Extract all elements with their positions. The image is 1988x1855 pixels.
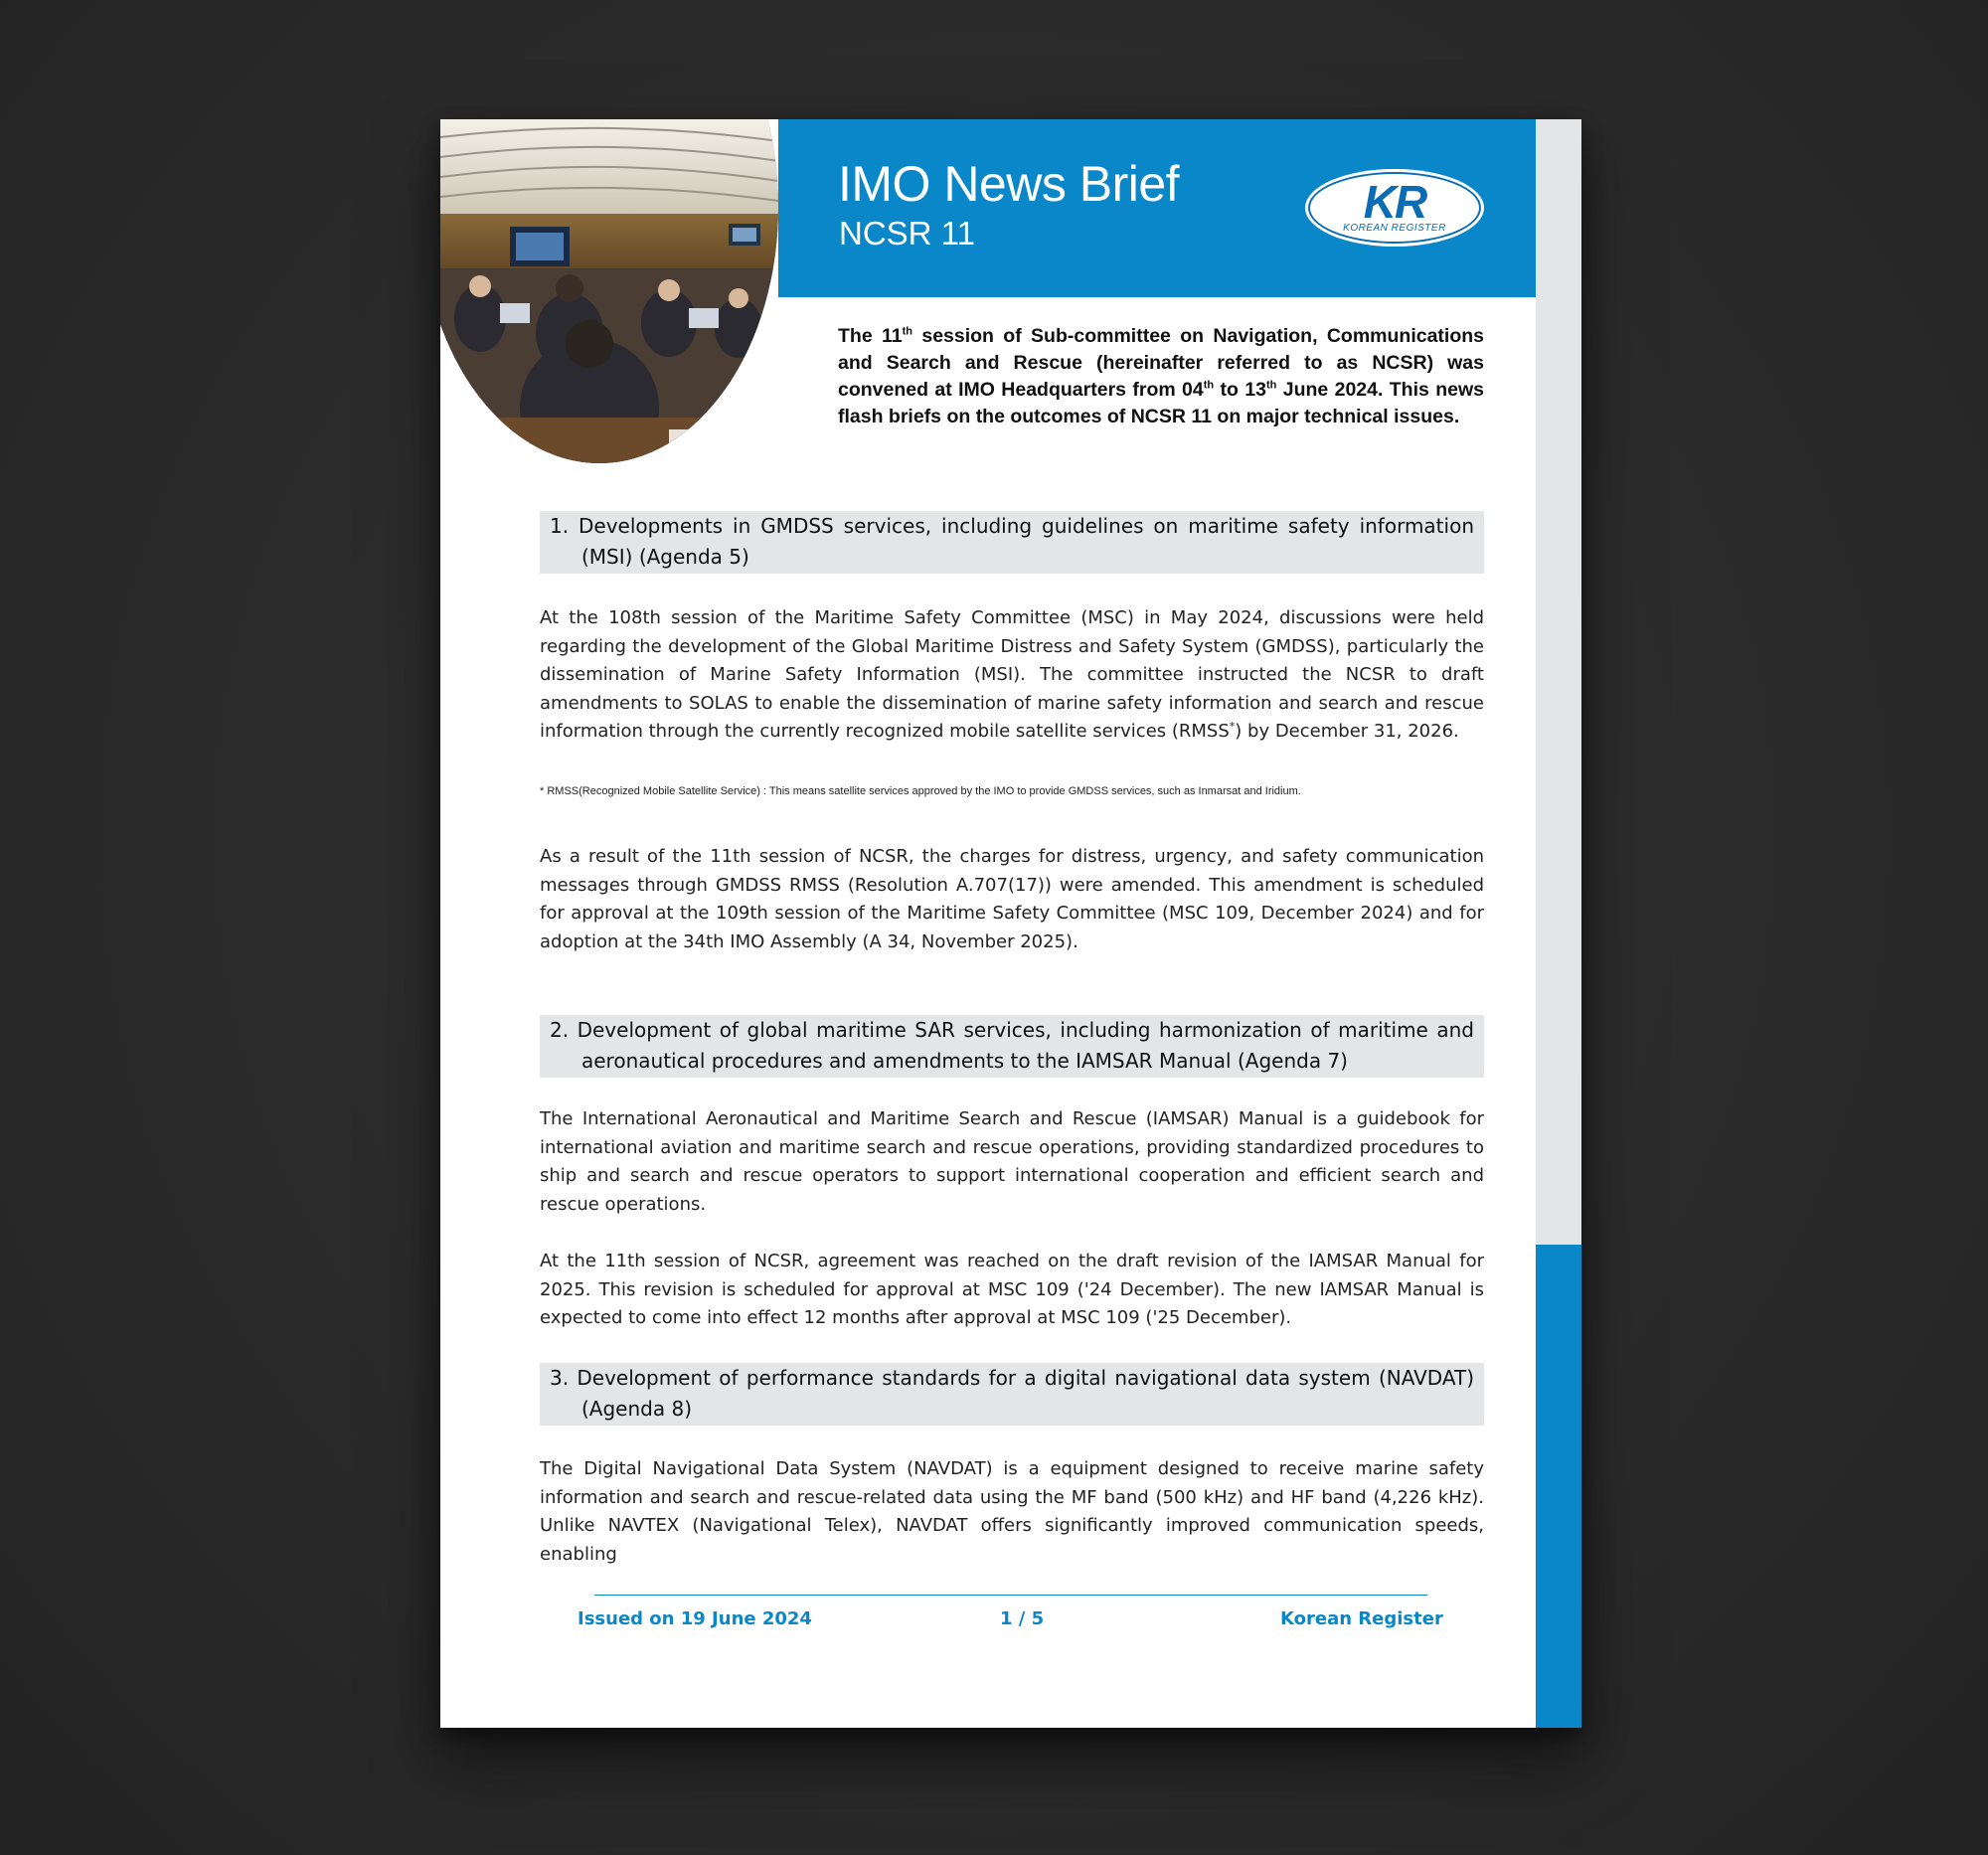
section-1-paragraph-1: At the 108th session of the Maritime Safety Committee (MSC) in May 2024, discussions were held regarding the development of the Global Maritime Distress and Safety System (GMDSS), particularly the dissemination of Marine Safety Information (MSI). The committee instructed the NCSR to draft amendments to SOLAS to enable the dissemination of marine safety information and search and rescue information through the currently recognized mobile satellite services (RMSS*) by December 31, 2026. <box>540 607 1484 742</box>
section-1-paragraph-2: As a result of the 11th session of NCSR, the charges for distress, urgency, and safety communication messages through GMDSS RMSS (Resolution A.707(17)) were amended. This amendment is scheduled for approval at the 109th session of the Maritime Safety Committee (MSC 109, December 2024) and for adoption at the 34th IMO Assembly (A 34, November 2025). <box>540 846 1484 952</box>
page-subtitle: NCSR 11 <box>839 215 975 252</box>
logo-mark: KR <box>1363 176 1426 228</box>
page-title: IMO News Brief <box>838 156 1180 212</box>
document-page <box>440 119 1581 1728</box>
intro-summary: The 11th session of Sub-committee on Navigation, Communications and Search and Rescue (hereinafter referred to as NCSR) was convened at IMO Headquarters from 04th to 13th June 2024. This news flash briefs on the outcomes of NCSR 11 on major technical issues. <box>838 325 1485 427</box>
korean-register-logo <box>1305 169 1484 247</box>
section-2-paragraph-2: At the 11th session of NCSR, agreement was reached on the draft revision of the IAMSAR Manual for 2025. This revision is scheduled for approval at MSC 109 ('24 December). The new IAMSAR Manual is expected to come into effect 12 months after approval at MSC 109 ('25 December). <box>540 1251 1484 1328</box>
footer-organization: Korean Register <box>1280 1608 1443 1629</box>
footer-issued-date: Issued on 19 June 2024 <box>578 1608 812 1629</box>
section-heading-2: 2. Development of global maritime SAR services, including harmonization of maritime and aeronautical procedures and amendments to the IAMSAR Manual (Agenda 7) <box>540 1015 1484 1078</box>
side-band-blue <box>1536 1245 1581 1728</box>
side-band-grey <box>1536 119 1581 1245</box>
section-2-paragraph-1: The International Aeronautical and Maritime Search and Rescue (IAMSAR) Manual is a guidebook for international aviation and maritime search and rescue operations, providing standardized procedures to ship and search and rescue operators to support international cooperation and efficient search and rescue operations. <box>540 1108 1484 1215</box>
section-heading-3: 3. Development of performance standards for a digital navigational data system (NAVDAT) (Agenda 8) <box>540 1363 1484 1426</box>
footer-page-number: 1 / 5 <box>1000 1608 1045 1629</box>
section-3-paragraph-1: The Digital Navigational Data System (NAVDAT) is a equipment designed to receive marine safety information and search and rescue-related data using the MF band (500 kHz) and HF band (4,226 kHz). Unlike NAVTEX (Navigational Telex), NAVDAT offers significantly improved communication speeds, enabling <box>540 1458 1484 1565</box>
conference-photo <box>440 119 778 463</box>
logo-subtext: KOREAN REGISTER <box>1343 223 1446 234</box>
section-heading-1: 1. Developments in GMDSS services, including guidelines on maritime safety information (MSI) (Agenda 5) <box>540 511 1484 574</box>
footer-rule <box>594 1595 1427 1596</box>
footnote: * RMSS(Recognized Mobile Satellite Service) : This means satellite services approved by the IMO to provide GMDSS services, such as Inmarsat and Iridium. <box>540 785 1301 797</box>
